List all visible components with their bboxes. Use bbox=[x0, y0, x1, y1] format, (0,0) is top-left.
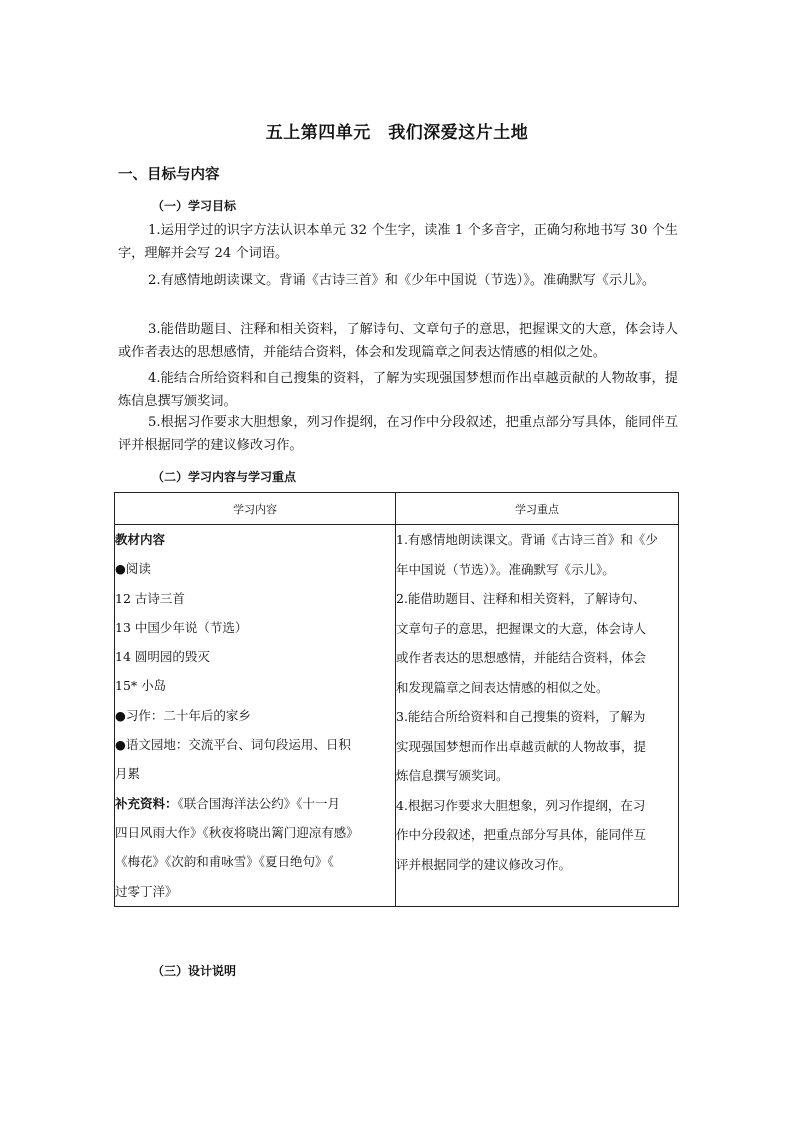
focus-line: 4.根据习作要求大胆想象，列习作提纲，在习 bbox=[396, 797, 646, 813]
subheading-content-focus: （二）学习内容与学习重点 bbox=[152, 470, 297, 484]
goal-item-1: 1.运用学过的识字方法认识本单元 32 个生字，读准 1 个多音字，正确匀称地书写 30 个生字，理解并会写 24 个词语。 bbox=[118, 223, 678, 261]
goal-item-3: 3.能借助题目、注释和相关资料，了解诗句、文章句子的意思，把握课文的大意，体会诗人或作者表达的思想感情，并能结合资料，体会和发现篇章之间表达情感的相似之处。 bbox=[118, 322, 678, 360]
focus-line: 3.能结合所给资料和自己搜集的资料，了解为 bbox=[396, 709, 646, 724]
supplement-line: 《梅花》《次韵和甫咏雪》《夏日绝句》《 bbox=[115, 854, 334, 870]
supplement-text: 《联合国海洋法公约》《十一月 bbox=[177, 795, 341, 811]
list-item: 月累 bbox=[115, 766, 141, 782]
textbook-content-label: 教材内容 bbox=[115, 532, 166, 547]
focus-line: 或作者表达的思想感情，并能结合资料，体会 bbox=[396, 650, 647, 665]
subheading-learning-goals: （一）学习目标 bbox=[152, 199, 237, 213]
table-header-focus: 学习重点 bbox=[396, 493, 679, 525]
goal-item-5: 5.根据习作要求大胆想象，列习作提纲，在习作中分段叙述，把重点部分写具体，能同伴互评并根据同学的建议修改习作。 bbox=[118, 415, 678, 453]
focus-line: 2.能借助题目、注释和相关资料，了解诗句、 bbox=[396, 591, 646, 606]
supplement-label: 补充资料： bbox=[115, 795, 178, 811]
focus-line: 和发现篇章之间表达情感的相似之处。 bbox=[396, 679, 609, 695]
focus-line: 文章句子的意思，把握课文的大意，体会诗人 bbox=[396, 620, 647, 636]
table-row bbox=[115, 525, 679, 907]
table-header-content: 学习内容 bbox=[115, 493, 396, 525]
learning-content-cell bbox=[115, 525, 396, 907]
supplement-line bbox=[115, 789, 395, 818]
subheading-design-notes: （三）设计说明 bbox=[152, 964, 237, 978]
focus-line: 作中分段叙述，把重点部分写具体，能同伴互 bbox=[396, 827, 647, 842]
focus-line: 1.有感情地朗读课文。背诵《古诗三首》和《少 bbox=[396, 532, 658, 547]
supplement-line: 四日风雨大作》《秋夜将晓出篱门迎凉有感》 bbox=[115, 824, 359, 840]
goal-item-4: 4.能结合所给资料和自己搜集的资料，了解为实现强国梦想而作出卓越贡献的人物故事，提炼信息撰写颁奖词。 bbox=[118, 371, 678, 409]
content-focus-table bbox=[114, 492, 679, 907]
goal-item-2: 2.有感情地朗读课文。背诵《古诗三首》和《少年中国说（节选）》。准确默写《示儿》。 bbox=[148, 273, 656, 288]
list-item: ●习作：二十年后的家乡 bbox=[115, 707, 251, 723]
list-item: ●语文园地：交流平台、词句段运用、日积 bbox=[115, 737, 351, 753]
list-item: ●阅读 bbox=[115, 561, 151, 577]
focus-line: 炼信息撰写颁奖词。 bbox=[396, 768, 509, 783]
list-item: 14 圆明园的毁灭 bbox=[115, 649, 210, 665]
learning-focus-cell bbox=[396, 525, 679, 907]
list-item: 15* 小岛 bbox=[115, 678, 167, 694]
focus-line: 评并根据同学的建议修改习作。 bbox=[396, 856, 572, 872]
section-heading-goals-content: 一、目标与内容 bbox=[118, 167, 220, 183]
list-item: 13 中国少年说（节选） bbox=[115, 619, 248, 635]
supplement-line: 过零丁洋》 bbox=[115, 883, 178, 899]
focus-line: 年中国说（节选）》。准确默写《示儿》。 bbox=[396, 561, 615, 577]
page-title: 五上第四单元 我们深爱这片土地 bbox=[265, 123, 529, 143]
table-header-row bbox=[115, 493, 679, 525]
focus-line: 实现强国梦想而作出卓越贡献的人物故事，提 bbox=[396, 738, 647, 754]
list-item: 12 古诗三首 bbox=[115, 590, 185, 606]
